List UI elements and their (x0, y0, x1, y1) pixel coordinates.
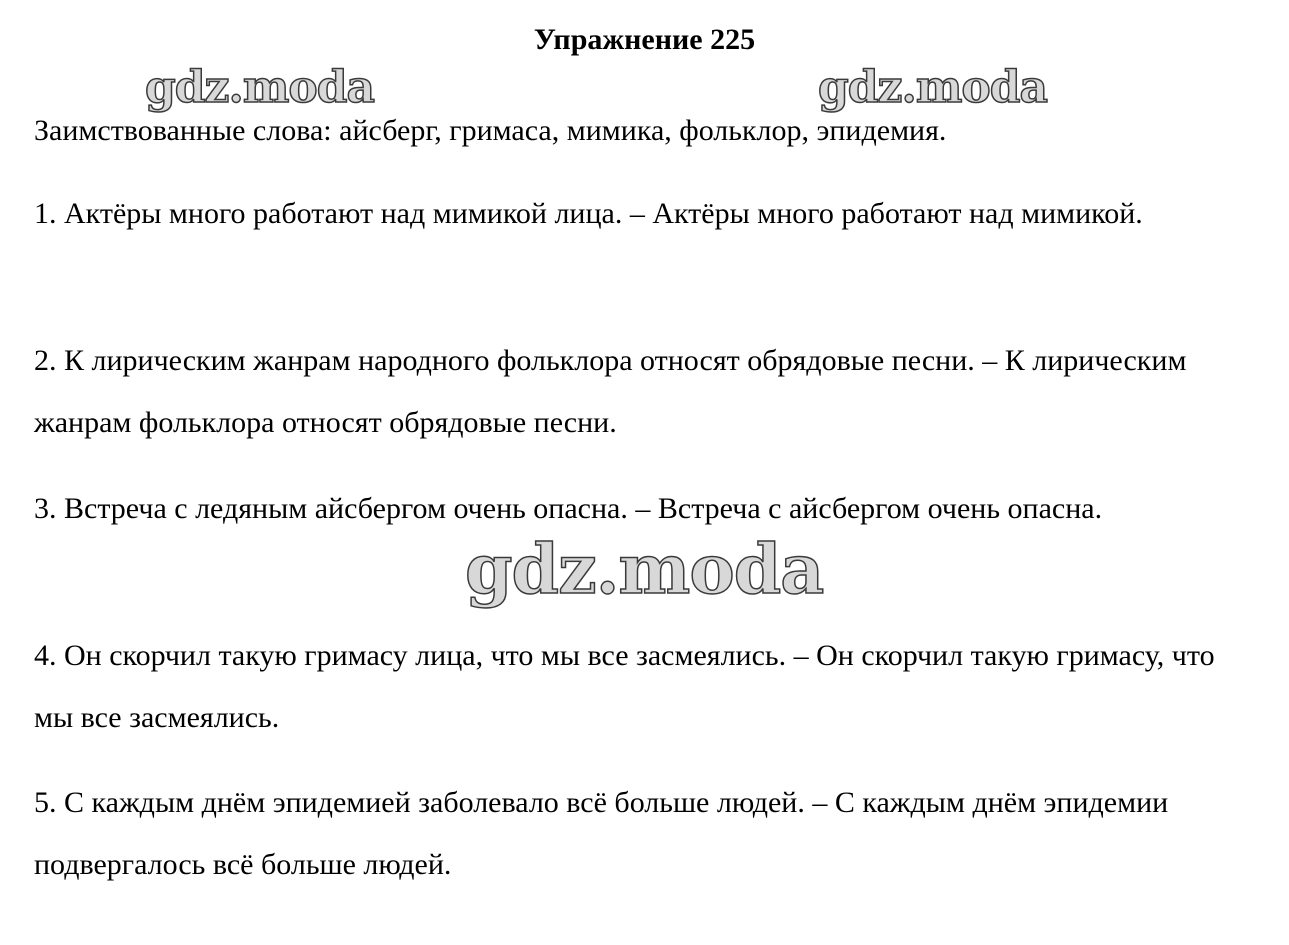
sentence-5: 5. С каждым днём эпидемией заболевало всё больше людей. – С каждым днём эпидемии подвергалось всё больше людей. (34, 786, 1169, 881)
sentence-3: 3. Встреча с ледяным айсбергом очень опасна. – Встреча с айсбергом очень опасна. (34, 492, 1103, 525)
sentence-1: 1. Актёры много работают над мимикой лица. – Актёры много работают над мимикой. (34, 197, 1143, 230)
watermark-logo: gdz.moda (818, 62, 1048, 113)
watermark-logo: gdz.moda (465, 530, 824, 610)
watermark-logo: gdz.moda (145, 62, 375, 113)
sentence-4: 4. Он скорчил такую гримасу лица, что мы все засмеялись. – Он скорчил такую гримасу, что мы все засмеялись. (34, 639, 1215, 734)
exercise-title: Упражнение 225 (533, 23, 756, 56)
sentence-2: 2. К лирическим жанрам народного фольклора относят обрядовые песни. – К лирическим жанрам фольклора относят обрядовые песни. (34, 344, 1187, 439)
borrowed-words-line: Заимствованные слова: айсберг, гримаса, мимика, фольклор, эпидемия. (34, 114, 947, 147)
